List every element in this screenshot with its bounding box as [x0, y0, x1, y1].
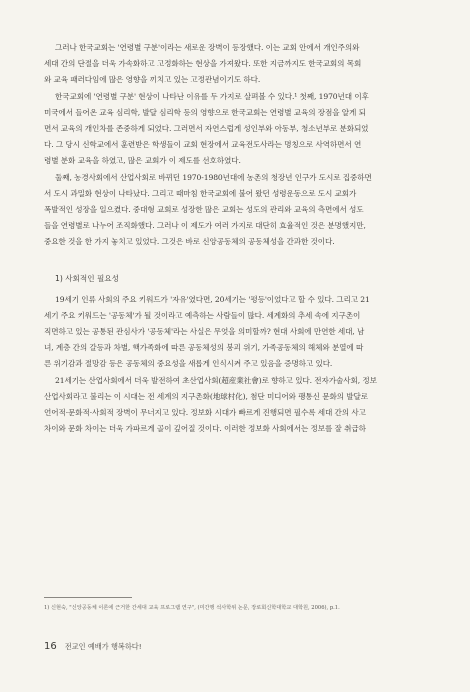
- page-number: 16: [44, 641, 57, 652]
- paragraph-3: 둘째, 농경사회에서 산업사회로 바뀌던 1970-1980년대에 농촌의 청장년 인구가 도시로 집중하면 서 도시 과밀화 현상이 나타났다. 그리고 때마침 한국교회에 불어 왔던 성령운동으로 도시 교회가 폭발적인 성장을 일으켰다. 중대형 교회로 성장한 많은 교회는 성도의 관리와 교육의 측면에서 성도 들을 연령별로 나누어 조직화했다. 그러나 이 제도가 여러 가지로 대단히 효율적인 것은 분명했지만, 중요한 것을 한 가지 놓치고 있었다. 그것은 바로 신앙공동체의 공동체성을 간과한 것이다.: [44, 172, 372, 247]
- body-text: [44, 40, 432, 437]
- paragraph-5: 21세기는 산업사회에서 더욱 발전하여 초산업사회(超産業社會)로 향하고 있다. 전자가술사회, 정보 산업사회라고 불리는 이 시대는 전 세계의 지구촌화(地球村化), 첨단 미디어와 팽통신 문화의 발달로 언어적·문화적·사회적 장벽이 무너지고 있다. 정보화 시대가 빠르게 진행되면 필수록 세대 간의 사고 차이와 문화 차이는 더욱 가파르게 골이 깊어질 것이다. 이러한 정보화 사회에서는 정보를 잘 취급하: [44, 375, 377, 434]
- paragraph-1: 그러나 한국교회는 '연령별 구분'이라는 새로운 장벽이 등장했다. 이는 교회 안에서 개인주의와 세대 간의 단절을 더욱 가속화하고 고정화하는 현상을 가져왔다. 또한 지금까지도 한국교회의 목회 와 교육 패러다임에 많은 영향을 끼치고 있는 고정관념이기도 하다.: [44, 43, 362, 85]
- paragraph-2: 한국교회에 '연령별 구분' 현상이 나타난 이유를 두 가지로 살펴볼 수 있다.¹ 첫째, 1970년대 이후 미국에서 들어온 교육 심리학, 발달 심리학 등의 영향으로 한국교회는 연령별 교육의 장점을 알게 되 면서 교육의 개인차를 존중하게 되었다. 그러면서 자연스럽게 성인부와 아동부, 청소년부로 분화되었 다. 그 당시 신학교에서 훈련받은 학생들이 교회 현장에서 교육전도사라는 명칭으로 사역하면서 연 령별 분화 교육을 하였고, 많은 교회가 이 제도를 선호하였다.: [44, 91, 369, 166]
- footnote-divider: [44, 597, 132, 598]
- page-footer: [44, 641, 142, 652]
- section-heading: 1) 사회적인 필요성: [55, 273, 119, 283]
- paragraph-4: 19세기 인류 사회의 주요 키워드가 '자유'였다면, 20세기는 '평등'이었다고 할 수 있다. 그리고 21 세기 주요 키워드는 '공동체'가 될 것이라고 예측하는 사람들이 많다. 세계화의 추세 속에 지구촌이 직면하고 있는 공통된 관심사가 '공동체'라는 사실은 무엇을 의미할까? 현대 사회에 만연한 세대, 남 녀, 계층 간의 갈등과 차별, 핵가족화에 따른 공동체성의 붕괴 위기, 가족공동체의 해체와 분열에 따 른 위기감과 절망감 등은 공동체의 중요성을 새롭게 인식시켜 주고 있음을 증명하고 있다.: [44, 294, 370, 369]
- footnote: 1) 신현숙, "신앙공동체 이론에 근거한 간세대 교육 프로그램 연구", (미간행 석사학위 논문, 장로회신학대학교 대학원, 2006), p.1.: [44, 605, 340, 611]
- book-title: 전교인 예배가 행복하다!: [64, 642, 142, 651]
